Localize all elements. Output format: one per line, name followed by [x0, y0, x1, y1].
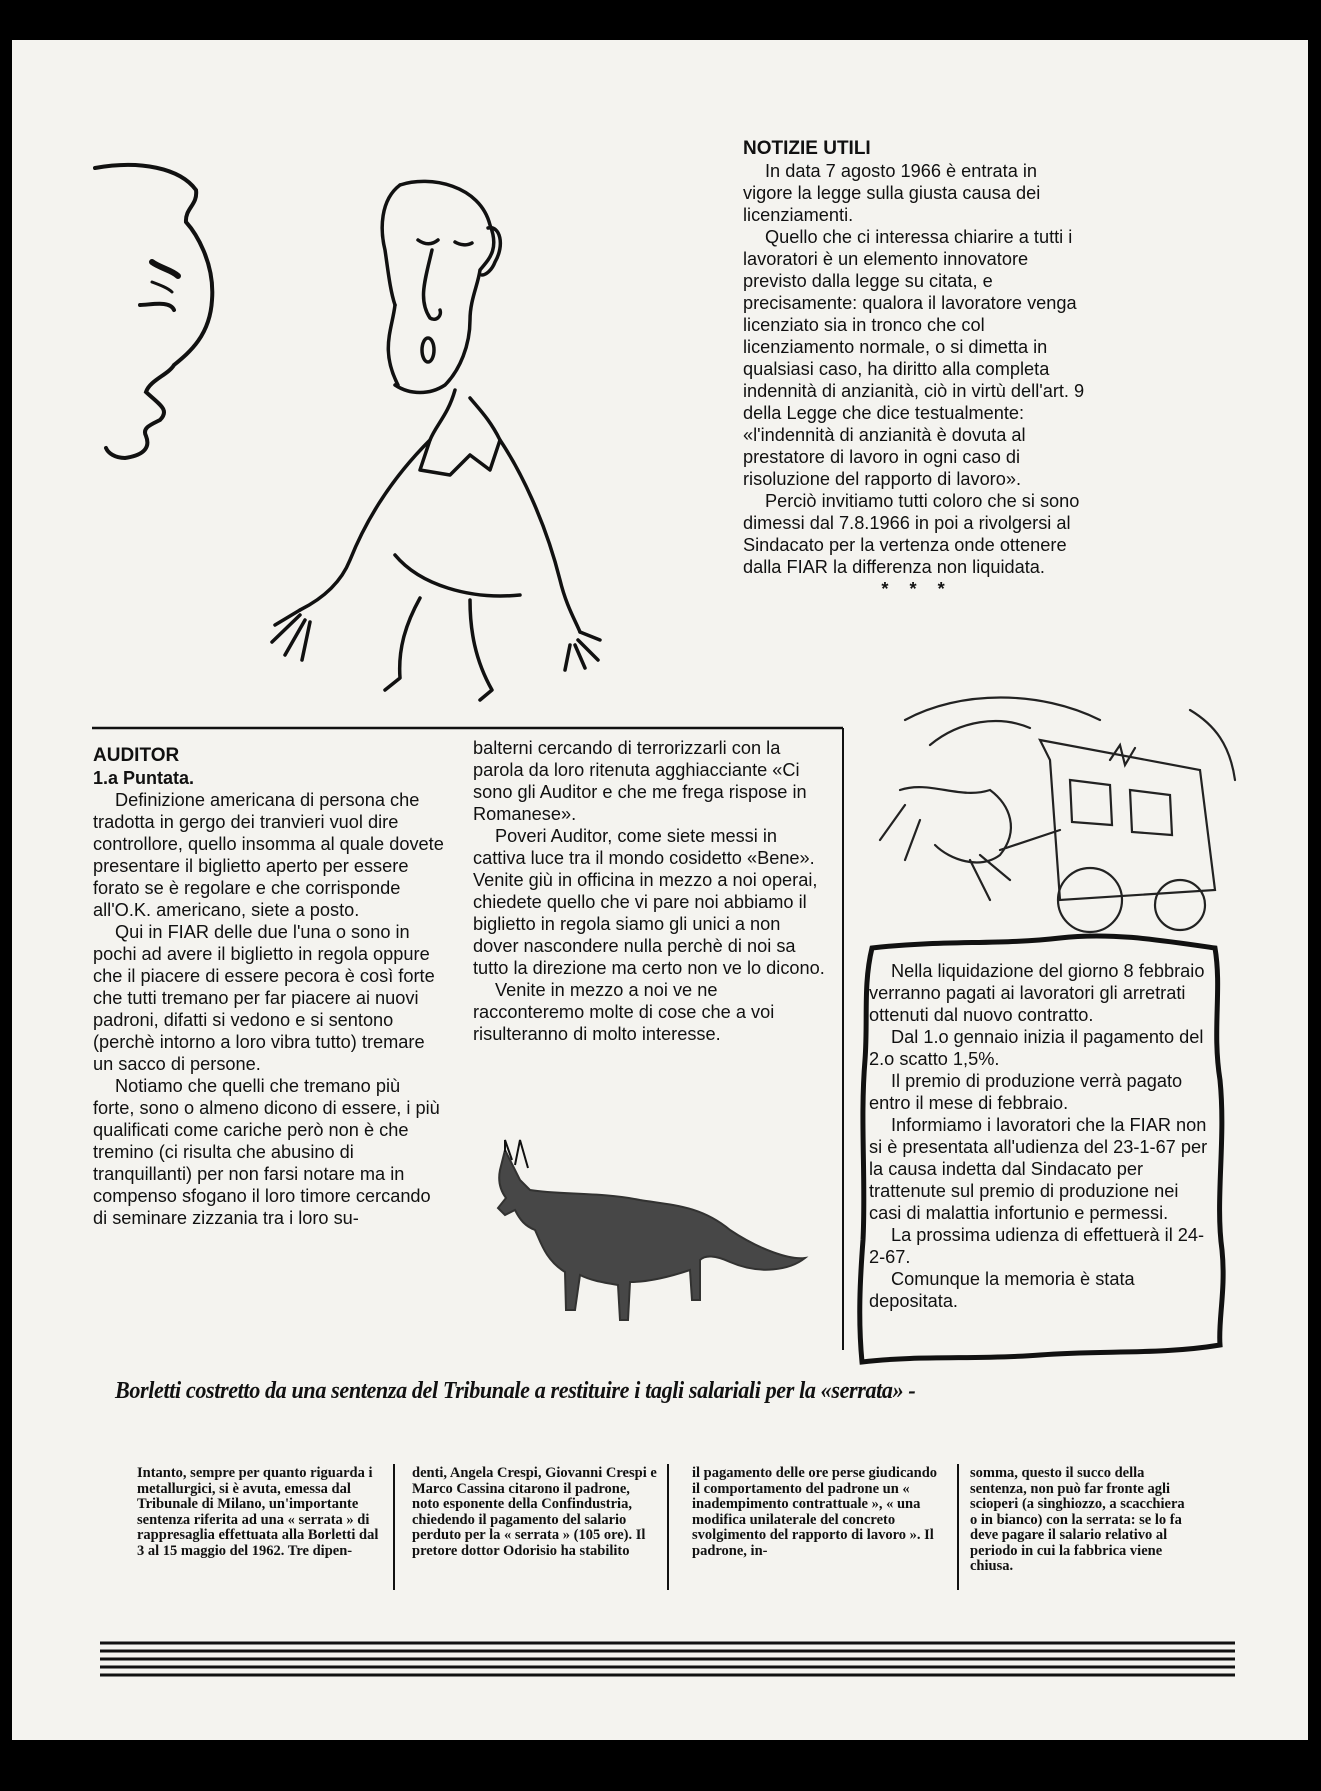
- notice-paragraph: La prossima udienza di effettuerà il 24-2-67.: [869, 1225, 1205, 1267]
- clipping-text: denti, Angela Crespi, Giovanni Crespi e Marco Cassina citarono il padrone, noto esponente della Confindustria, chiedendo il pagamento del salario perduto per la « serrata » (105 ore). Il pretore dottor Odorisio ha stabilito: [412, 1465, 657, 1559]
- section-stars: * * *: [881, 579, 953, 599]
- auditor-paragraph: Poveri Auditor, come siete messi in cattiva luce tra il mondo cosidetto «Bene». Venite giù in officina in mezzo a noi operai, chiedete quello che vi pare noi abbiamo il biglietto in regola siamo gli unici a non dover nascondere nulla perchè di noi sa tutto la direzione ma certo non ve lo dicono.: [473, 826, 825, 978]
- auditor-paragraph: Notiamo che quelli che tremano più forte, sono o almeno dicono di essere, i più qualificati come cariche però non è che tremino (ci risulta che abusino di tranquillanti) per non farsi notare ma in compenso sfogano il loro timore cercando di seminare zizzania tra i loro su-: [93, 1076, 440, 1228]
- auditor-paragraph: Definizione americana di persona che tradotta in gergo dei tranvieri vuol dire controllore, quello insomma al quale dovete presentare il biglietto aperto per essere forato se è regolare e che corrisponde all'O.K. americano, siete a posto.: [93, 790, 444, 920]
- notice-paragraph: Informiamo i lavoratori che la FIAR non si è presentata all'udienza del 23-1-67 per la causa indetta dal Sindacato per trattenute sul premio di produzione nei casi di malattia infortunio e permessi.: [869, 1115, 1208, 1223]
- clipping-text: Intanto, sempre per quanto riguarda i metallurgici, si è avuta, emessa dal Tribunale di Milano, un'importante sentenza riferita ad una « serrata » di rappresaglia effettuata alla Borletti dal 3 al 15 maggio del 1962. Tre dipen-: [137, 1465, 379, 1559]
- notice-paragraph: Comunque la memoria è stata depositata.: [869, 1269, 1135, 1311]
- auditor-paragraph: Venite in mezzo a noi ve ne racconteremo molte di cose che a voi risulteranno di molto interesse.: [473, 980, 775, 1044]
- clipping-text: il pagamento delle ore perse giudicando il comportamento del padrone un « inadempimento contrattuale », « una modifica unilaterale del concreto svolgimento del rapporto di lavoro ». Il padrone, in-: [692, 1465, 938, 1559]
- notice-paragraph: Dal 1.o gennaio inizia il pagamento del 2.o scatto 1,5%.: [869, 1027, 1204, 1069]
- auditor-subtitle: 1.a Puntata.: [93, 768, 195, 788]
- notizie-paragraph: Quello che ci interessa chiarire a tutti i lavoratori è un elemento innovatore previsto dalla legge su citata, e precisamente: qualora il lavoratore venga licenziato sia in tronco che col licenziamento normale, o si dimetta in qualsiasi caso, ha diritto alla completa indennità di anzianità, ciò in virtù dell'art. 9 della Legge che dice testualmente:: [743, 227, 1085, 423]
- auditor-paragraph: Qui in FIAR delle due l'una o sono in pochi ad avere il biglietto in regola oppure che il piacere di essere pecora è così forte che tutti tremano per far piacere ai nuovi padroni, difatti si vedono e si sentono (perchè intorno a loro vibra tutto) tremare un sacco di persone.: [93, 922, 435, 1074]
- auditor-paragraph: balterni cercando di terrorizzarli con la parola da loro ritenuta agghiacciante «Ci sono gli Auditor e che me frega rispose in Romanese».: [473, 738, 807, 824]
- notice-paragraph: Il premio di produzione verrà pagato entro il mese di febbraio.: [869, 1071, 1183, 1113]
- notizie-paragraph: In data 7 agosto 1966 è entrata in vigore la legge sulla giusta causa dei licenziamenti.: [743, 161, 1041, 225]
- notizie-quote: «l'indennità di anzianità è dovuta al prestatore di lavoro in ogni caso di risoluzione del rapporto di lavoro».: [743, 425, 1026, 489]
- notice-paragraph: Nella liquidazione del giorno 8 febbraio verranno pagati ai lavoratori gli arretrati ottenuti dal nuovo contratto.: [869, 961, 1205, 1025]
- notizie-utili-title: NOTIZIE UTILI: [743, 138, 871, 159]
- auditor-title: AUDITOR: [93, 745, 180, 766]
- notizie-paragraph: Perciò invitiamo tutti coloro che si sono dimessi dal 7.8.1966 in poi a rivolgersi al Sindacato per la vertenza onde ottenere dalla FIAR la differenza non liquidata.: [743, 491, 1080, 577]
- clipping-headline: Borletti costretto da una sentenza del Tribunale a restituire i tagli salariali per la «serrata» -: [115, 1378, 916, 1404]
- clipping-text: somma, questo il succo della sentenza, non può far fronte agli scioperi (a singhiozzo, a scacchiera o in bianco) con la serrata: se lo fa deve pagare il salario relativo al periodo in cui la fabbrica viene chiusa.: [970, 1465, 1185, 1574]
